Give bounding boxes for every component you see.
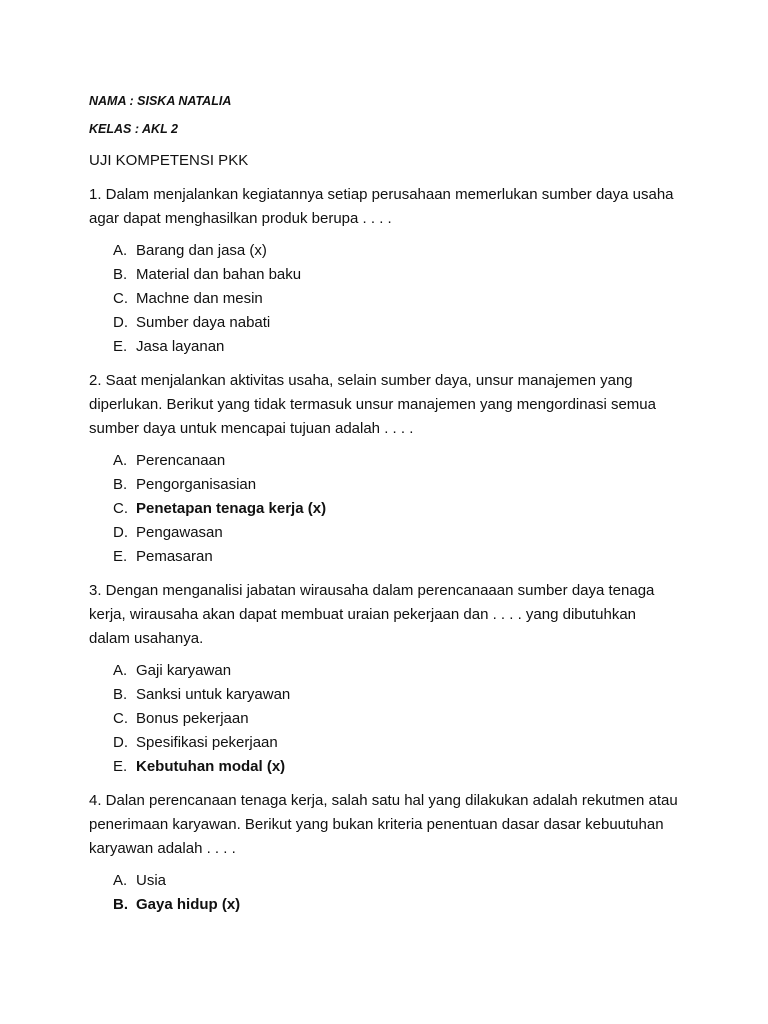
option-letter: C. [113,290,128,307]
question-2 [89,369,689,569]
option-a [113,449,689,473]
option-letter: A. [113,452,128,469]
option-c [113,707,689,731]
option-b [113,893,689,917]
option-letter: D. [113,524,128,541]
option-text: Sanksi untuk karyawan [136,686,291,703]
question-1 [89,183,689,359]
option-letter: E. [113,338,128,355]
option-text: Perencanaan [136,452,226,469]
option-list [89,449,689,569]
option-letter: A. [113,242,128,259]
option-letter: B. [113,686,128,703]
option-b [113,263,689,287]
option-a [113,659,689,683]
option-text: Gaji karyawan [136,662,232,679]
question-text: 1. Dalam menjalankan kegiatannya setiap perusahaan memerlukan sumber daya usaha agar dapat menghasilkan produk berupa . . . . [89,186,674,227]
option-e [113,335,689,359]
document-title: UJI KOMPETENSI PKK [89,152,249,169]
option-text: Barang dan jasa (x) [136,242,267,259]
option-list [89,239,689,359]
option-list [89,869,689,917]
option-e [113,755,689,779]
option-list [89,659,689,779]
option-text: Pengawasan [136,524,223,541]
option-text: Machne dan mesin [136,290,263,307]
option-letter: B. [113,266,128,283]
option-letter: E. [113,758,128,775]
option-text: Pemasaran [136,548,213,565]
question-text: 4. Dalan perencanaan tenaga kerja, salah satu hal yang dilakukan adalah rekutmen atau penerimaan karyawan. Berikut yang bukan kriteria penentuan dasar dasar kebuutuhan karyawan adalah . . . . [89,792,678,857]
question-text: 2. Saat menjalankan aktivitas usaha, selain sumber daya, unsur manajemen yang diperlukan. Berikut yang tidak termasuk unsur manajemen yang mengordinasi semua sumber daya untuk mencapai tujuan adalah . . . . [89,372,656,437]
option-text: Spesifikasi pekerjaan [136,734,278,751]
option-b [113,683,689,707]
option-text-answer: Kebutuhan modal (x) [136,758,286,775]
option-text: Usia [136,872,167,889]
option-letter: A. [113,662,128,679]
option-text-answer: Gaya hidup (x) [136,896,241,913]
document-content [89,92,689,927]
option-c [113,497,689,521]
option-a [113,869,689,893]
option-text: Bonus pekerjaan [136,710,249,727]
option-d [113,311,689,335]
question-text: 3. Dengan menganalisi jabatan wirausaha dalam perencanaaan sumber daya tenaga kerja, wirausaha akan dapat membuat uraian pekerjaan dan . . . . yang dibutuhkan dalam usahanya. [89,582,655,647]
option-letter: C. [113,710,128,727]
option-text: Material dan bahan baku [136,266,302,283]
option-text: Pengorganisasian [136,476,257,493]
option-text: Sumber daya nabati [136,314,271,331]
option-letter: B. [113,896,128,913]
option-c [113,287,689,311]
option-text-answer: Penetapan tenaga kerja (x) [136,500,327,517]
option-a [113,239,689,263]
option-b [113,473,689,497]
option-letter: E. [113,548,128,565]
option-d [113,521,689,545]
option-text: Jasa layanan [136,338,225,355]
option-letter: A. [113,872,128,889]
option-e [113,545,689,569]
option-letter: B. [113,476,128,493]
option-letter: D. [113,314,128,331]
question-3 [89,579,689,779]
option-letter: D. [113,734,128,751]
option-letter: C. [113,500,128,517]
student-class: KELAS : AKL 2 [89,122,178,136]
question-4 [89,789,689,917]
option-d [113,731,689,755]
student-name: NAMA : SISKA NATALIA [89,94,232,108]
